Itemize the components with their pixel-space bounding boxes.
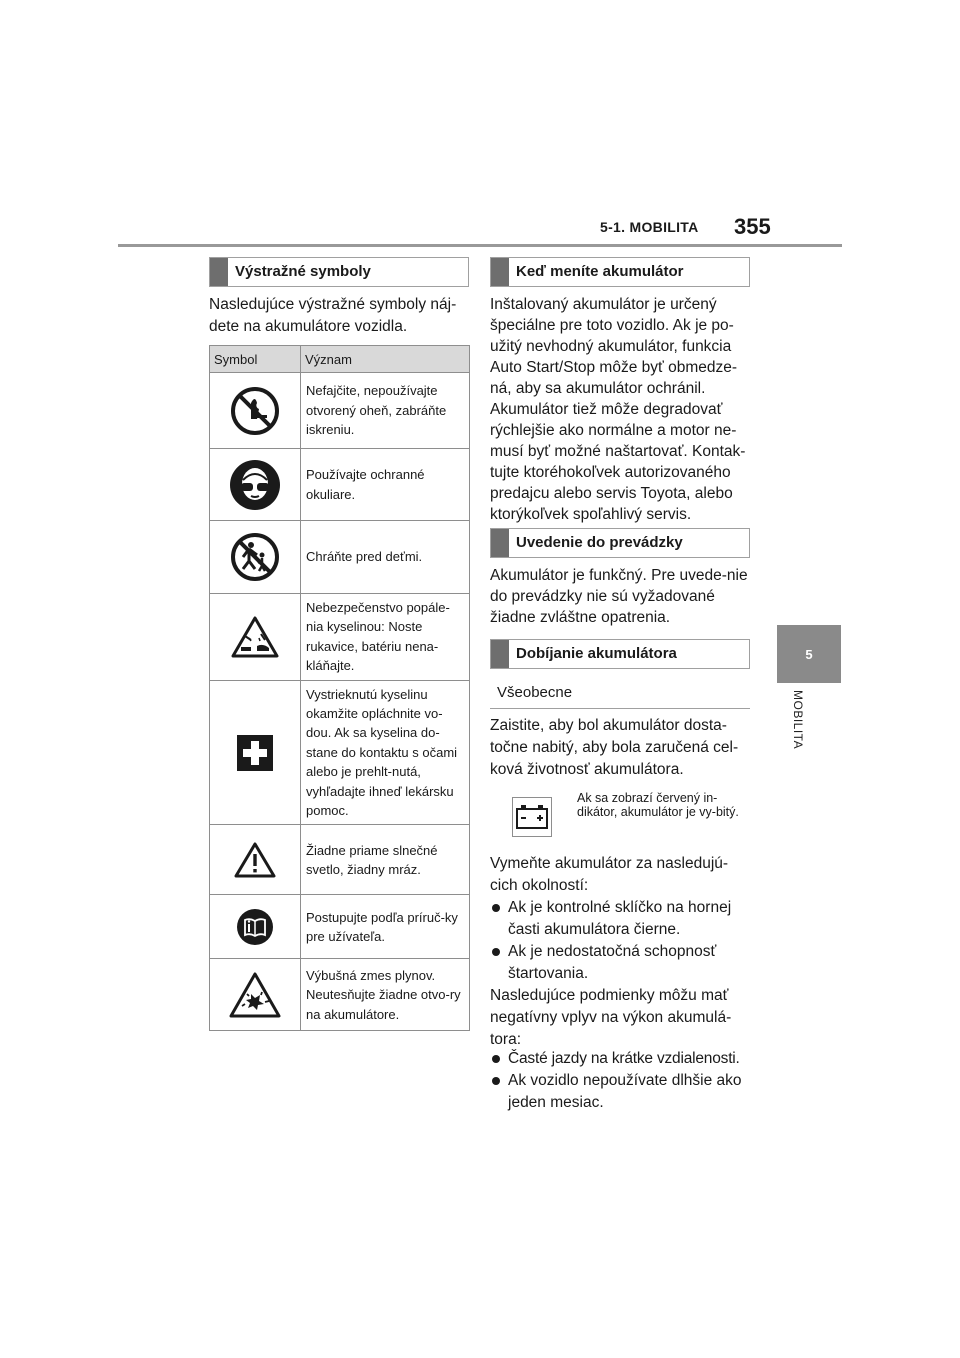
table-row	[210, 594, 470, 681]
acid-warning-icon	[231, 616, 279, 658]
meaning-cell: Nebezpečenstvo popále-nia kyselinou: Noste rukavice, batériu nena-kláňajte.	[301, 594, 470, 681]
list-item: Časté jazdy na krátke vzdialenosti.	[490, 1048, 754, 1070]
general-subheading: Všeobecne	[497, 684, 573, 701]
meaning-cell: Používajte ochranné okuliare.	[301, 449, 470, 521]
replace-battery-heading	[490, 257, 750, 287]
heading-text: Keď meníte akumulátor	[516, 263, 684, 280]
startup-text: Akumulátor je funkčný. Pre uvede-nie do prevádzky nie sú vyžadované žiadne zvláštne opatrenia.	[490, 567, 748, 626]
startup-heading	[490, 528, 750, 558]
meaning-cell: Výbušná zmes plynov. Neutesňujte žiadne otvo-ry na akumulátore.	[301, 959, 470, 1031]
col-symbol-header: Symbol	[210, 346, 301, 373]
battery-indicator-text: Ak sa zobrazí červený in-dikátor, akumulátor je vy-bitý.	[577, 791, 739, 819]
meaning-cell: Nefajčite, nepoužívajte otvorený oheň, zabráňte iskreniu.	[301, 373, 470, 449]
heading-text: Výstražné symboly	[235, 263, 371, 280]
heading-bar	[491, 529, 509, 557]
table-row	[210, 373, 470, 449]
heading-bar	[491, 640, 509, 668]
table-row	[210, 895, 470, 959]
page-number: 355	[734, 214, 771, 239]
chapter-number: 5	[805, 646, 813, 662]
meaning-cell: Chráňte pred deťmi.	[301, 521, 470, 594]
replace-bullet-list	[490, 897, 754, 985]
heading-bar	[491, 258, 509, 286]
table-row	[210, 959, 470, 1031]
table-row	[210, 449, 470, 521]
manual-icon	[237, 909, 273, 945]
heading-text: Dobíjanie akumulátora	[516, 645, 677, 662]
warning-symbols-heading	[209, 257, 469, 287]
list-item: Ak je kontrolné sklíčko na hornej časti akumulátora čierne.	[490, 897, 754, 941]
no-smoking-fire-icon	[229, 385, 281, 437]
charging-heading	[490, 639, 750, 669]
explosive-gas-icon	[229, 972, 281, 1018]
table-row	[210, 521, 470, 594]
first-aid-icon	[237, 735, 273, 771]
heading-bar	[210, 258, 228, 286]
battery-indicator-frame	[512, 797, 552, 837]
table-row	[210, 825, 470, 895]
col-meaning-header: Význam	[301, 346, 470, 373]
header-rule	[118, 244, 842, 247]
battery-indicator-icon	[513, 798, 551, 836]
section-title: 5-1. MOBILITA	[600, 219, 699, 235]
meaning-cell: Vystrieknutú kyselinu okamžite opláchnite vo-dou. Ak sa kyselina do-stane do kontaktu s očami alebo je prehlt-nutá, vyhľadajte ihneď lekársku pomoc.	[301, 680, 470, 825]
heading-text: Uvedenie do prevádzky	[516, 534, 683, 551]
eye-protection-icon	[229, 459, 281, 511]
list-item: Ak je nedostatočná schopnosť štartovania.	[490, 941, 754, 985]
chapter-tab	[777, 625, 841, 683]
general-warning-icon	[234, 842, 276, 878]
replace-when-text: Vymeňte akumulátor za nasledujú-cich okolností:	[490, 855, 729, 894]
chapter-label: MOBILITA	[791, 690, 805, 750]
replace-battery-text: Inštalovaný akumulátor je určený špeciálne pre toto vozidlo. Ak je po-užitý nevhodný akumulátor, funkcia Auto Start/Stop môže byť obmedze-ná, aby sa akumulátor ochránil. Akumulátor tiež môže degradovať rýchlejšie ako normálne a motor ne-musí byť možné naštartovať. Kontak-tujte ktoréhokoľvek autorizovaného predajcu alebo servis Toyota, alebo ktorýkoľvek spoľahlivý servis.	[490, 296, 746, 523]
keep-children-away-icon	[229, 531, 281, 583]
subheading-rule	[490, 708, 750, 709]
conditions-text: Nasledujúce podmienky môžu mať negatívny vplyv na výkon akumulá-tora:	[490, 987, 732, 1048]
warning-intro: Nasledujúce výstražné symboly náj-dete na akumulátore vozidla.	[209, 296, 457, 335]
table-row	[210, 680, 470, 825]
table-header-row	[210, 346, 470, 373]
conditions-bullet-list	[490, 1048, 754, 1114]
meaning-cell: Žiadne priame slnečné svetlo, žiadny mráz.	[301, 825, 470, 895]
charging-text: Zaistite, aby bol akumulátor dosta-točne nabitý, aby bola zaručená cel-ková životnosť akumulátora.	[490, 717, 739, 778]
list-item: Ak vozidlo nepoužívate dlhšie ako jeden mesiac.	[490, 1070, 754, 1114]
symbol-table	[209, 345, 470, 1031]
meaning-cell: Postupujte podľa príruč-ky pre užívateľa.	[301, 895, 470, 959]
